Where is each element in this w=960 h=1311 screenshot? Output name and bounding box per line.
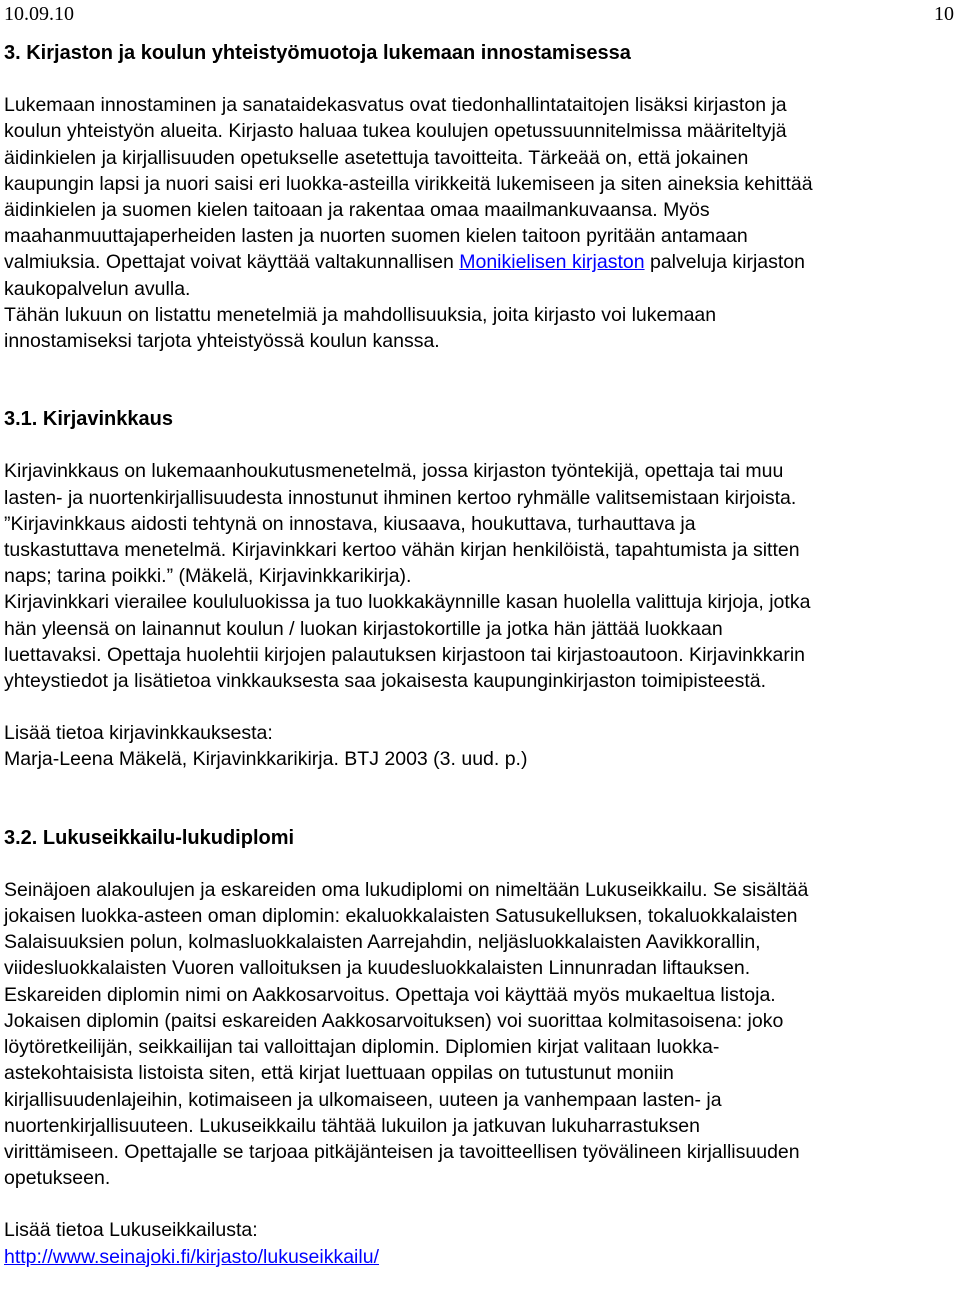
text-line: Kirjavinkkaus on lukemaanhoukutusmenetelmä, jossa kirjaston työntekijä, opettaja tai muu	[4, 460, 784, 483]
section-3-paragraph-2	[4, 302, 954, 354]
text-line: Eskareiden diplomin nimi on Aakkosarvoitus. Opettaja voi käyttää myös mukaeltua listoja.	[4, 983, 776, 1006]
text-line: tuskastuttava menetelmä. Kirjavinkkari kertoo vähän kirjan henkilöistä, tapahtumista ja sitten	[4, 539, 800, 562]
text-line: Lukemaan innostaminen ja sanataidekasvatus ovat tiedonhallintataitojen lisäksi kirjaston ja	[4, 94, 787, 117]
section-3-2-more-info	[4, 1217, 954, 1269]
text-line: viidesluokkalaisten Vuoren valloituksen ja kuudesluokkalaisten Linnunradan liftauksen.	[4, 957, 751, 980]
text-line: Jokaisen diplomin (paitsi eskareiden Aakkosarvoituksen) voi suorittaa kolmitasoisena: joko	[4, 1009, 784, 1032]
text-line: opetukseen.	[4, 1167, 111, 1190]
text-line: äidinkielen ja suomen kielen taitoaan ja rakentaa omaa maailmankuvaansa. Myös	[4, 199, 710, 222]
section-3-1-paragraph	[4, 458, 954, 694]
text-line: yhteystiedot ja lisätietoa vinkkauksesta saa jokaisesta kaupunginkirjaston toimipisteestä.	[4, 670, 766, 693]
section-3-paragraph-1	[4, 92, 954, 302]
text-line: löytöretkeilijän, seikkailijan tai valloittajan diplomin. Diplomien kirjat valitaan luokka-	[4, 1036, 720, 1059]
text-line: innostamiseksi tarjota yhteistyössä koulun kanssa.	[4, 330, 440, 353]
text-line: palveluja kirjaston	[644, 251, 805, 274]
book-reference: Marja-Leena Mäkelä, Kirjavinkkarikirja. BTJ 2003 (3. uud. p.)	[4, 748, 528, 771]
more-info-label: Lisää tietoa kirjavinkkauksesta:	[4, 722, 273, 745]
text-line: valmiuksia. Opettajat voivat käyttää valtakunnallisen	[4, 251, 460, 274]
monikielinen-kirjasto-link[interactable]: Monikielisen kirjaston	[459, 251, 645, 274]
section-3-1-heading: 3.1. Kirjavinkkaus	[4, 408, 173, 431]
text-line: hän yleensä on lainannut koulun / luokan kirjastokortille ja jotka hän jättää luokkaan	[4, 617, 723, 640]
text-line: kaupungin lapsi ja nuori saisi eri luokka-asteilla virikkeitä lukemiseen ja siten aineksia kehittää	[4, 172, 813, 195]
text-line: nuortenkirjallisuuteen. Lukuseikkailu tähtää lukuilon ja jatkuvan lukuharrastuksen	[4, 1114, 700, 1137]
page-header	[4, 2, 954, 26]
section-3-2-heading: 3.2. Lukuseikkailu-lukudiplomi	[4, 826, 295, 849]
document-body	[4, 40, 954, 1270]
text-line: Salaisuuksien polun, kolmasluokkalaisten Aarrejahdin, neljäsluokkalaisten Aavikkorallin,	[4, 931, 761, 954]
section-3-1-more-info	[4, 720, 954, 772]
text-line: lasten- ja nuortenkirjallisuudesta innostunut ihminen kertoo ryhmälle valitsemistaan kirjoista.	[4, 486, 797, 509]
text-line: luettavaksi. Opettaja huolehtii kirjojen palautuksen kirjastoon tai kirjastoautoon. Kirjavinkkarin	[4, 643, 806, 666]
lukuseikkailu-url-link[interactable]: http://www.seinajoki.fi/kirjasto/lukuseikkailu/	[4, 1245, 379, 1268]
more-info-label: Lisää tietoa Lukuseikkailusta:	[4, 1219, 258, 1242]
text-line: ”Kirjavinkkaus aidosti tehtynä on innostava, kiusaava, houkuttava, turhauttava ja	[4, 512, 696, 535]
page-number: 10	[934, 3, 954, 25]
section-3-2-paragraph	[4, 877, 954, 1191]
text-line: kirjallisuudenlajeihin, kotimaiseen ja ulkomaiseen, uuteen ja vanhempaan lasten- ja	[4, 1088, 722, 1111]
header-date: 10.09.10	[4, 3, 74, 25]
text-line: Seinäjoen alakoulujen ja eskareiden oma lukudiplomi on nimeltään Lukuseikkailu. Se sisältää	[4, 878, 809, 901]
text-line: koulun yhteistyön alueita. Kirjasto haluaa tukea koulujen opetussuunnitelmissa määriteltyjä	[4, 120, 787, 143]
text-line: kaukopalvelun avulla.	[4, 277, 191, 300]
text-line: Tähän lukuun on listattu menetelmiä ja mahdollisuuksia, joita kirjasto voi lukemaan	[4, 303, 717, 326]
section-3-heading: 3. Kirjaston ja koulun yhteistyömuotoja lukemaan innostamisessa	[4, 42, 631, 64]
text-line: maahanmuuttajaperheiden lasten ja nuorten suomen kielen taitoon pyritään antamaan	[4, 225, 748, 248]
text-line: jokaisen luokka-asteen oman diplomin: ekaluokkalaisten Satusukelluksen, tokaluokkalaisten	[4, 905, 798, 928]
text-line: virittämiseen. Opettajalle se tarjoaa pitkäjänteisen ja tavoitteellisen työvälineen kirjallisuuden	[4, 1140, 800, 1163]
text-line: Kirjavinkkari vierailee koululuokissa ja tuo luokkakäynnille kasan huolella valittuja kirjoja, jotka	[4, 591, 811, 614]
text-line: naps; tarina poikki.” (Mäkelä, Kirjavinkkarikirja).	[4, 565, 412, 588]
text-line: äidinkielen ja kirjallisuuden opetukselle asetettuja tavoitteita. Tärkeää on, että jokainen	[4, 146, 749, 169]
text-line: astekohtaisista listoista siten, että kirjat luettuaan oppilas on tutustunut moniin	[4, 1062, 674, 1085]
